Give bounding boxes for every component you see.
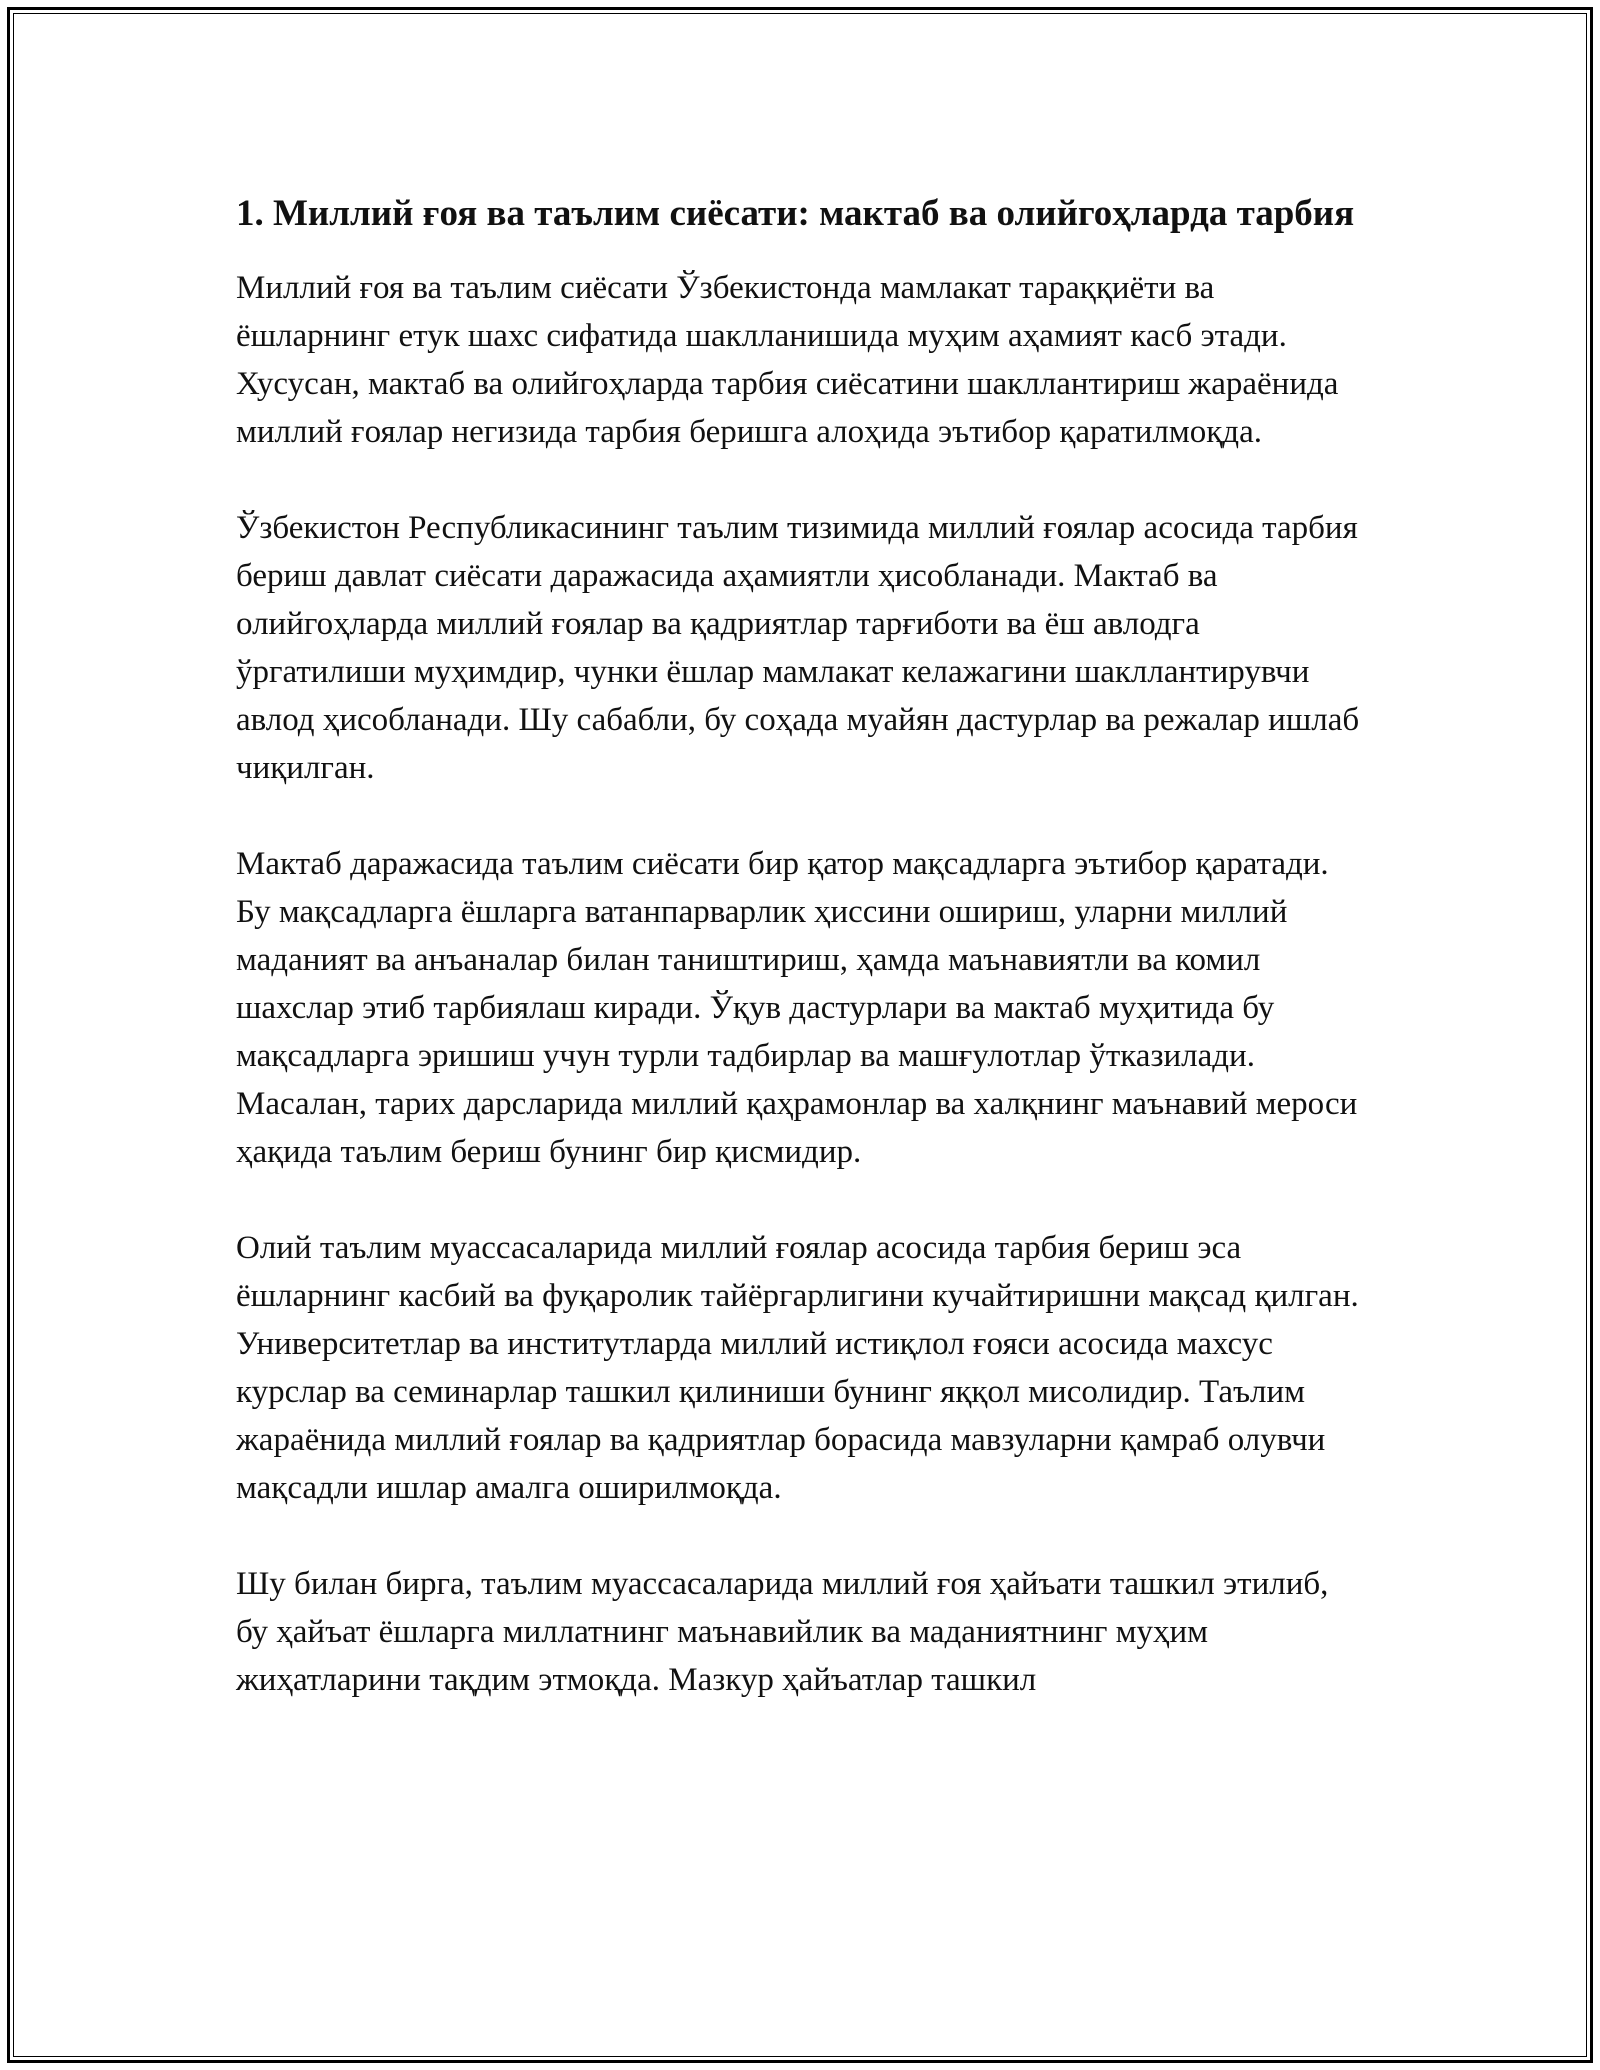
paragraph-4: Олий таълим муассасаларида миллий ғоялар асосида тарбия бериш эса ёшларнинг касбий ва фуқаролик тайёргарлигини кучайтиришни мақсад қилган. Университетлар ва институтларда миллий истиқлол ғояси асосида махсус курслар ва семинарлар ташкил қилиниши бунинг яққол мисолидир. Таълим жараёнида миллий ғоялар ва қадриятлар борасида мавзуларни қамраб олувчи мақсадли ишлар амалга оширилмоқда. [236,1230,1359,1506]
paragraph-3: Мактаб даражасида таълим сиёсати бир қатор мақсадларга эътибор қаратади. Бу мақсадларга ёшларга ватанпарварлик ҳиссини ошириш, уларни миллий маданият ва анъаналар билан таништириш, ҳамда маънавиятли ва комил шахслар этиб тарбиялаш киради. Ўқув дастурлари ва мактаб муҳитида бу мақсадларга эришиш учун турли тадбирлар ва машғулотлар ўтказилади. Масалан, тарих дарсларида миллий қаҳрамонлар ва халқнинг маънавий мероси ҳақида таълим бериш бунинг бир қисмидир. [236,846,1358,1170]
section-heading: 1. Миллий ғоя ва таълим сиёсати: мактаб ва олийгоҳларда тарбия [236,193,1355,234]
document-body [236,186,1366,1704]
paragraph-5: Шу билан бирга, таълим муассасаларида миллий ғоя ҳайъати ташкил этилиб, бу ҳайъат ёшларга миллатнинг маънавийлик ва маданиятнинг муҳим жиҳатларини тақдим этмоқда. Мазкур ҳайъатлар ташкил [236,1566,1329,1698]
paragraph-1: Миллий ғоя ва таълим сиёсати Ўзбекистонда мамлакат тараққиёти ва ёшларнинг етук шахс сифатида шаклланишида муҳим аҳамият касб этади. Хусусан, мактаб ва олийгоҳларда тарбия сиёсатини шакллантириш жараёнида миллий ғоялар негизида тарбия беришга алоҳида эътибор қаратилмоқда. [236,270,1339,450]
paragraph-2: Ўзбекистон Республикасининг таълим тизимида миллий ғоялар асосида тарбия бериш давлат сиёсати даражасида аҳамиятли ҳисобланади. Мактаб ва олийгоҳларда миллий ғоялар ва қадриятлар тарғиботи ва ёш авлодга ўргатилиши муҳимдир, чунки ёшлар мамлакат келажагини шакллантирувчи авлод ҳисобланади. Шу сабабли, бу соҳада муайян дастурлар ва режалар ишлаб чиқилган. [236,510,1360,786]
